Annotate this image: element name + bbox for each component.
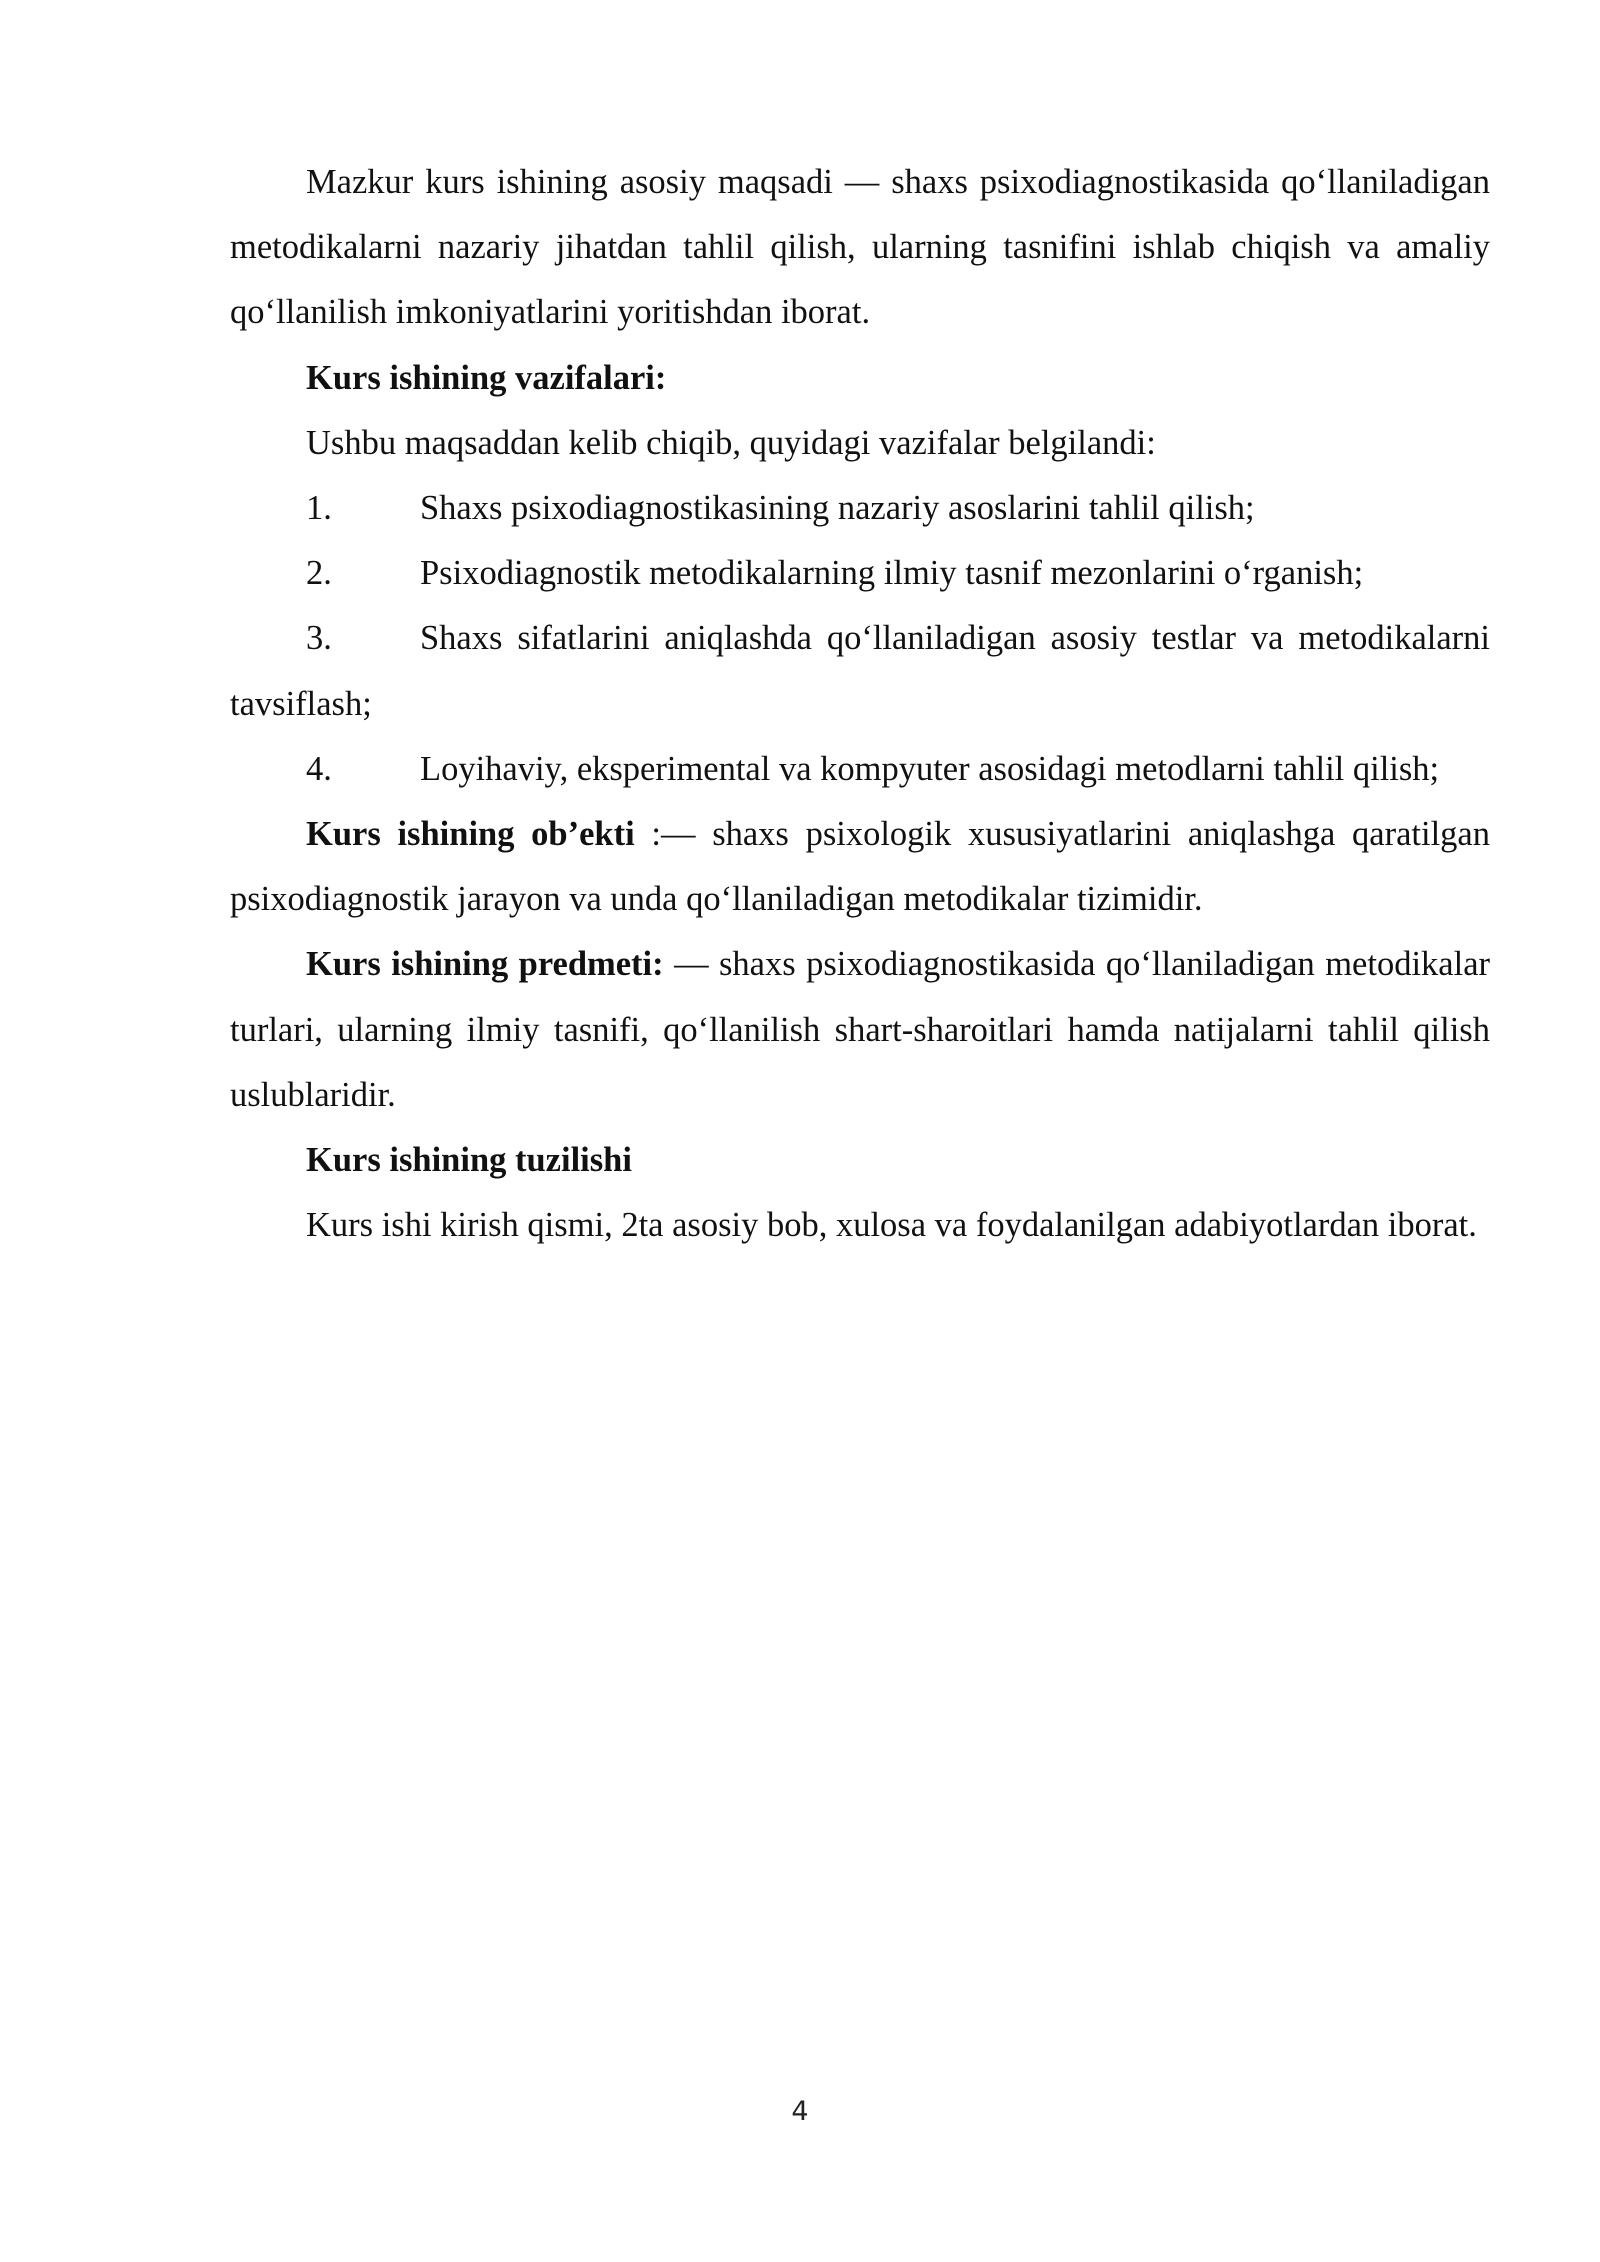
tasks-heading: Kurs ishining vazifalari:	[306, 358, 667, 397]
object-label: Kurs ishining ob’ekti	[306, 815, 635, 854]
list-item-number: 4.	[306, 749, 332, 788]
list-item-number: 2.	[306, 554, 332, 593]
list-item-text: Psixodiagnostik metodikalarning ilmiy tasnif mezonlarini o‘rganish;	[420, 554, 1364, 593]
structure-paragraph: Kurs ishi kirish qismi, 2ta asosiy bob, xulosa va foydalanilgan adabiyotlardan iborat.	[306, 1206, 1477, 1245]
object-text: :— shaxs psixologik xususiyatlarini aniqlashga qaratilgan psixodiagnostik jarayon va unda qo‘llaniladigan metodikalar tizimidir.	[230, 815, 1490, 919]
structure-heading: Kurs ishining tuzilishi	[306, 1141, 632, 1180]
intro-paragraph: Mazkur kurs ishining asosiy maqsadi — shaxs psixodiagnostikasida qo‘llaniladigan metodikalarni nazariy jihatdan tahlil qilish, ularning tasnifini ishlab chiqish va amaliy qo‘llanilish imkoniyatlarini yoritishdan iborat.	[230, 163, 1490, 332]
list-item	[230, 606, 1490, 736]
page-body	[230, 150, 1490, 1258]
list-item	[230, 737, 1490, 802]
list-item-number: 1.	[306, 489, 332, 528]
list-item-text: Shaxs sifatlarini aniqlashda qo‘llaniladigan asosiy testlar va metodikalarni tavsiflash;	[230, 619, 1490, 723]
list-item	[230, 541, 1490, 606]
tasks-intro: Ushbu maqsaddan kelib chiqib, quyidagi vazifalar belgilandi:	[306, 423, 1156, 462]
list-item-text: Shaxs psixodiagnostikasining nazariy asoslarini tahlil qilish;	[420, 489, 1255, 528]
subject-paragraph	[230, 932, 1490, 1128]
subject-label: Kurs ishining predmeti:	[306, 945, 664, 984]
page-number: 4	[791, 2096, 809, 2127]
object-paragraph	[230, 802, 1490, 932]
list-item-text: Loyihaviy, eksperimental va kompyuter asosidagi metodlarni tahlil qilish;	[420, 749, 1440, 788]
list-item-number: 3.	[306, 619, 332, 658]
subject-text: — shaxs psixodiagnostikasida qo‘llaniladigan metodikalar turlari, ularning ilmiy tasnifi, qo‘llanilish shart-sharoitlari hamda natijalarni tahlil qilish uslublaridir.	[230, 945, 1490, 1114]
list-item	[230, 476, 1490, 541]
